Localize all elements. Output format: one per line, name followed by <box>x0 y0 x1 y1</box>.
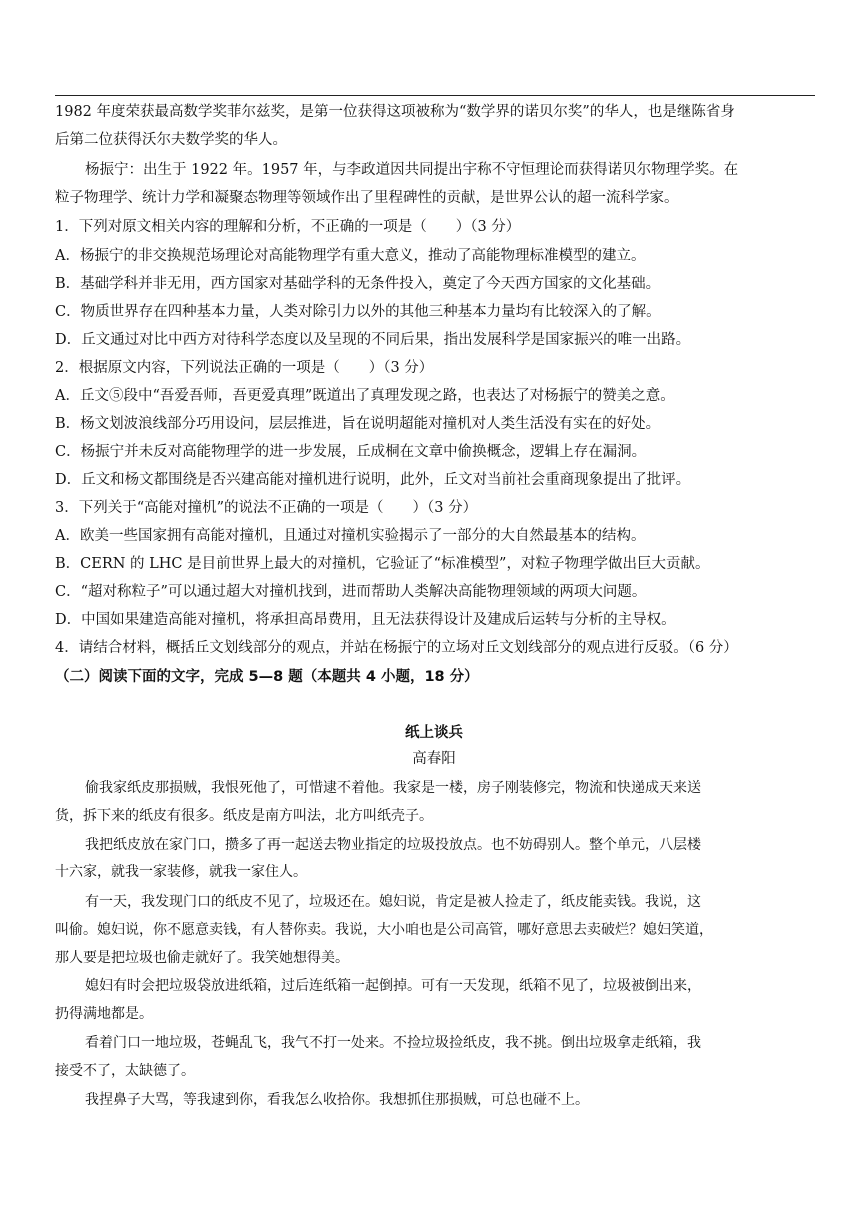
story-line: 我捏鼻子大骂，等我逮到你，看我怎么收拾你。我想抓住那损贼，可总也碰不上。 <box>85 1092 589 1108</box>
story-line: 扔得满地都是。 <box>55 1006 153 1022</box>
question-option: C．杨振宁并未反对高能物理学的进一步发展，丘成桐在文章中偷换概念，逻辑上存在漏洞。 <box>55 444 647 460</box>
story-line: 那人要是把垃圾也偷走就好了。我笑她想得美。 <box>55 950 349 966</box>
section-heading: （二）阅读下面的文字，完成 5—8 题（本题共 4 小题，18 分） <box>55 669 479 685</box>
question-stem: 4．请结合材料，概括丘文划线部分的观点，并站在杨振宁的立场对丘文划线部分的观点进行反驳。（6 分） <box>55 640 738 656</box>
story-author: 高春阳 <box>412 751 456 767</box>
story-line: 叫偷。媳妇说，你不愿意卖钱，有人替你卖。我说，大小咱也是公司高管，哪好意思去卖破烂？媳妇笑道， <box>55 922 713 938</box>
question-stem: 3．下列关于“高能对撞机”的说法不正确的一项是（ ）（3 分） <box>55 500 478 516</box>
question-stem: 1．下列对原文相关内容的理解和分析，不正确的一项是（ ）（3 分） <box>55 219 521 235</box>
question-option: B．CERN 的 LHC 是目前世界上最大的对撞机，它验证了“标准模型”，对粒子物理学做出巨大贡献。 <box>55 556 710 572</box>
story-line: 偷我家纸皮那损贼，我恨死他了，可惜逮不着他。我家是一楼，房子刚装修完，物流和快递成天来送 <box>85 780 701 796</box>
story-title: 纸上谈兵 <box>405 725 463 741</box>
question-option: C．物质世界存在四种基本力量，人类对除引力以外的其他三种基本力量均有比较深入的了解。 <box>55 304 661 320</box>
intro-text: 杨振宁：出生于 1922 年。1957 年，与李政道因共同提出宇称不守恒理论而获得诺贝尔物理学奖。在 <box>85 162 739 178</box>
intro-text: 粒子物理学、统计力学和凝聚态物理等领域作出了里程碑性的贡献，是世界公认的超一流科学家。 <box>55 190 679 206</box>
story-line: 我把纸皮放在家门口，攒多了再一起送去物业指定的垃圾投放点。也不妨碍别人。整个单元，八层楼 <box>85 837 701 853</box>
question-stem: 2．根据原文内容，下列说法正确的一项是（ ）（3 分） <box>55 360 434 376</box>
question-option: D．丘文和杨文都围绕是否兴建高能对撞机进行说明，此外，丘文对当前社会重商现象提出了批评。 <box>55 472 691 488</box>
question-option: A．杨振宁的非交换规范场理论对高能物理学有重大意义，推动了高能物理标准模型的建立。 <box>55 248 646 264</box>
story-line: 有一天，我发现门口的纸皮不见了，垃圾还在。媳妇说，肯定是被人捡走了，纸皮能卖钱。我说，这 <box>85 894 701 910</box>
question-option: B．基础学科并非无用，西方国家对基础学科的无条件投入，奠定了今天西方国家的文化基础。 <box>55 276 661 292</box>
story-line: 媳妇有时会把垃圾袋放进纸箱，过后连纸箱一起倒掉。可有一天发现，纸箱不见了，垃圾被倒出来， <box>85 978 701 994</box>
header-rule <box>55 95 815 96</box>
story-line: 接受不了，太缺德了。 <box>55 1063 195 1079</box>
story-line: 货，拆下来的纸皮有很多。纸皮是南方叫法，北方叫纸壳子。 <box>55 808 433 824</box>
question-option: C．“超对称粒子”可以通过超大对撞机找到，进而帮助人类解决高能物理领域的两项大问题。 <box>55 584 647 600</box>
question-option: A．丘文⑤段中“吾爱吾师，吾更爱真理”既道出了真理发现之路，也表达了对杨振宁的赞美之意。 <box>55 388 675 404</box>
question-option: D．中国如果建造高能对撞机，将承担高昂费用，且无法获得设计及建成后运转与分析的主导权。 <box>55 612 676 628</box>
question-option: D．丘文通过对比中西方对待科学态度以及呈现的不同后果，指出发展科学是国家振兴的唯一出路。 <box>55 332 691 348</box>
story-line: 十六家，就我一家装修，就我一家住人。 <box>55 864 307 880</box>
story-line: 看着门口一地垃圾，苍蝇乱飞，我气不打一处来。不捡垃圾捡纸皮，我不挑。倒出垃圾拿走纸箱，我 <box>85 1035 701 1051</box>
question-option: B．杨文划波浪线部分巧用设问，层层推进，旨在说明超能对撞机对人类生活没有实在的好处。 <box>55 416 661 432</box>
intro-text: 后第二位获得沃尔夫数学奖的华人。 <box>55 132 287 148</box>
question-option: A．欧美一些国家拥有高能对撞机，且通过对撞机实验揭示了一部分的大自然最基本的结构。 <box>55 528 646 544</box>
intro-text: 1982 年度荣获最高数学奖菲尔兹奖，是第一位获得这项被称为“数学界的诺贝尔奖”的华人，也是继陈省身 <box>55 104 735 120</box>
